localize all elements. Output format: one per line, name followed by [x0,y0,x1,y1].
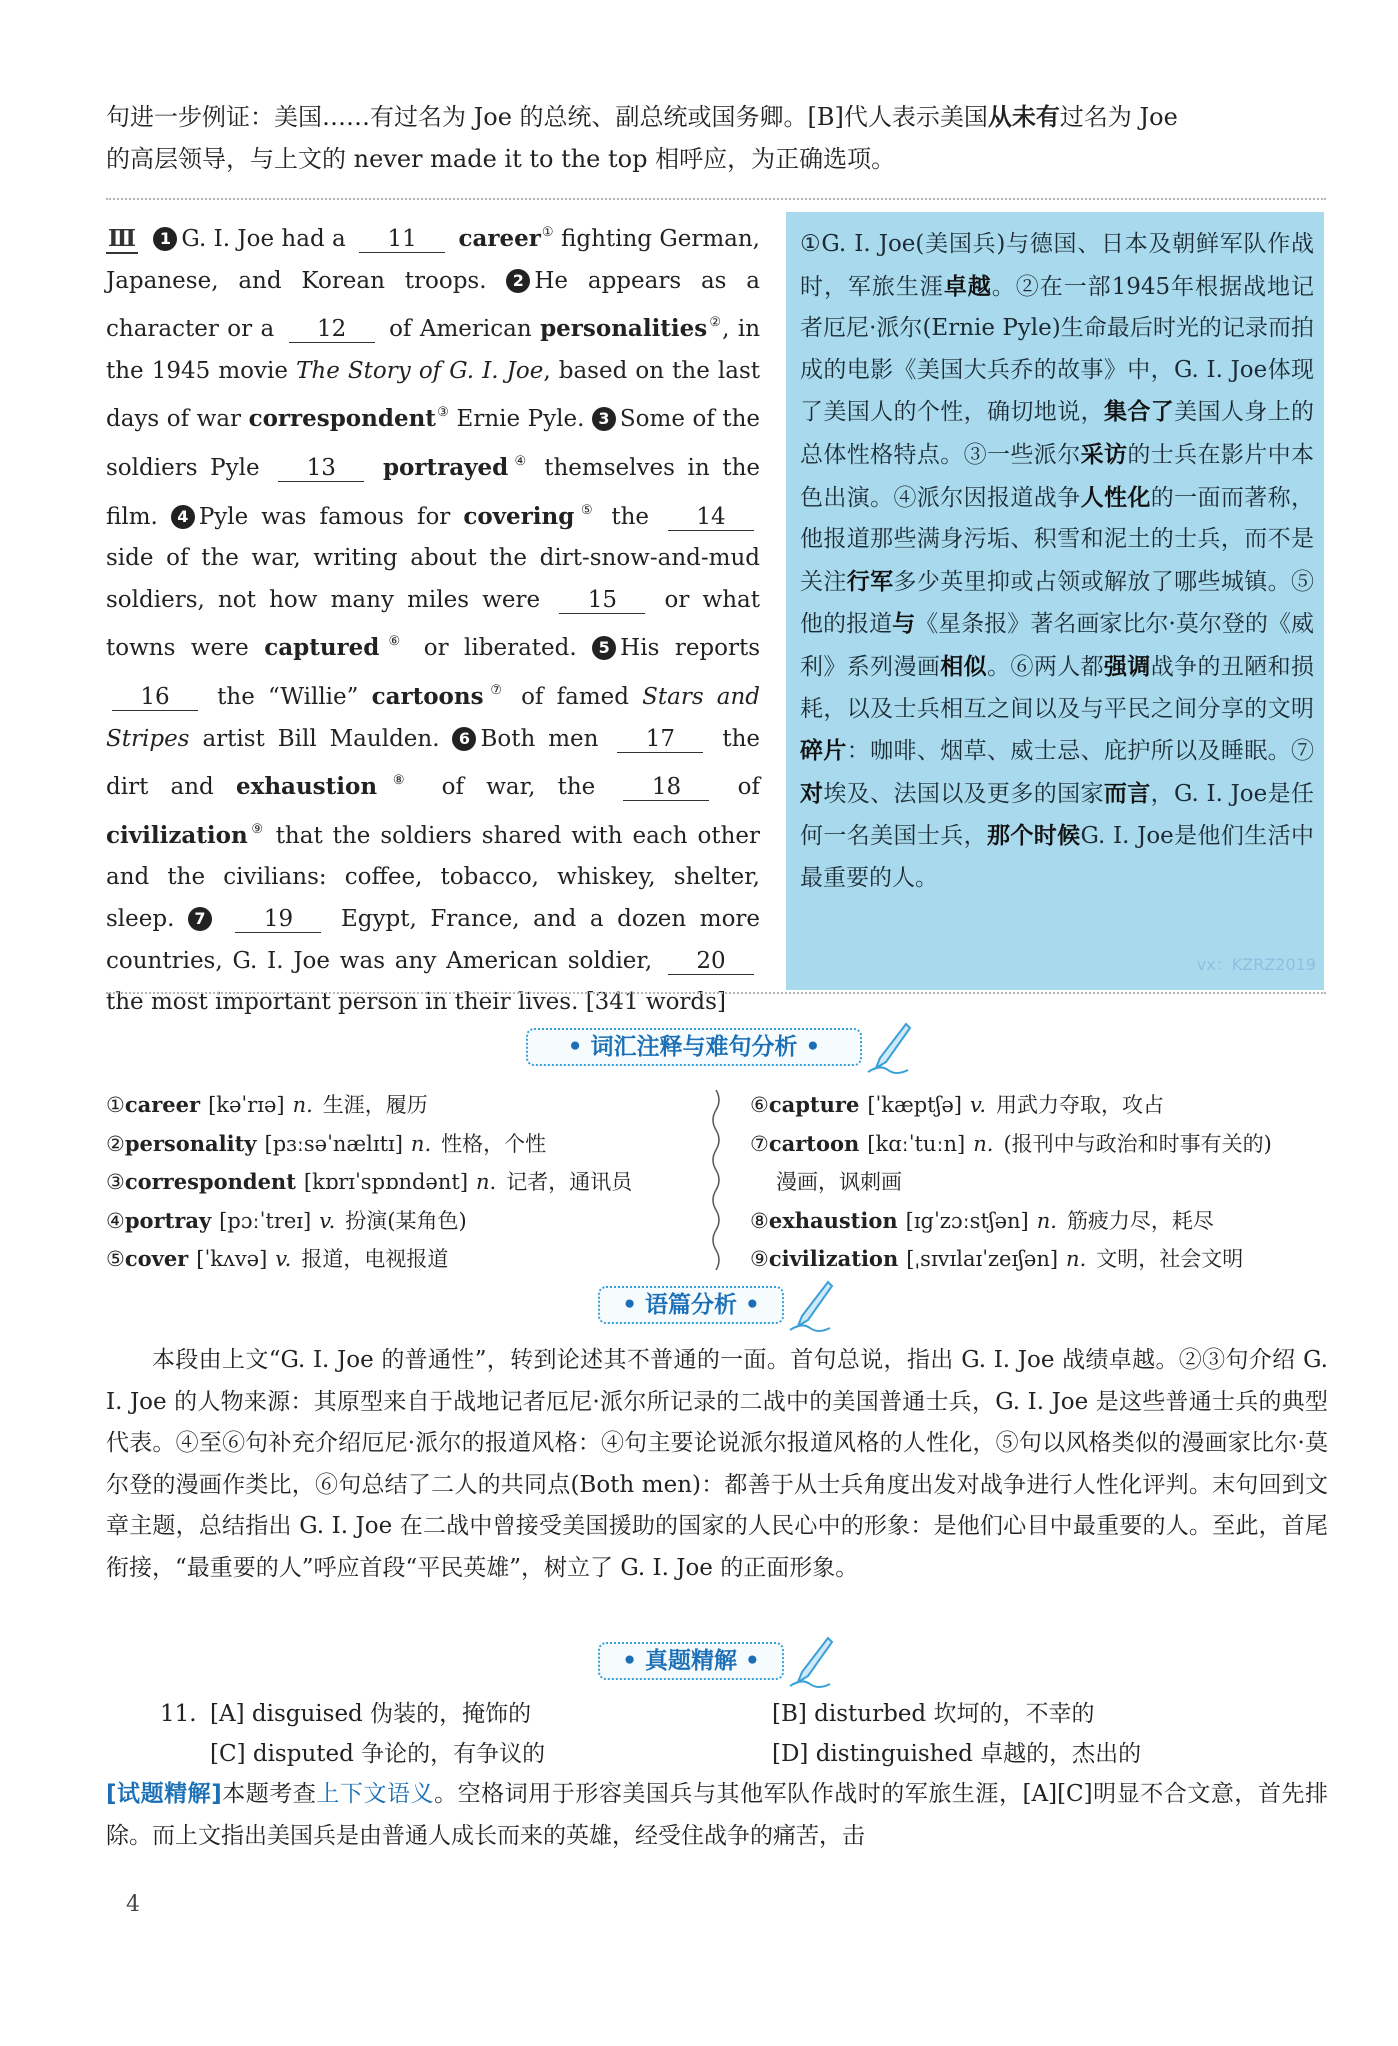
vocab-number: ⑦ [750,1131,769,1156]
pen-icon [866,1020,912,1076]
text: that the soldiers shared with each other and the civilians: coffee, tobacco, whiskey, shelter, sleep. [106,822,760,932]
vocab-word: capture [768,1092,860,1117]
vocab-word: civilization [768,1246,899,1271]
text: Both men [480,725,599,752]
vocab-word: cover [124,1246,189,1271]
vocab-number: ⑤ [106,1247,125,1271]
vocab-pos: v. [969,1093,987,1117]
blank-13: 13 [278,455,364,482]
page-number: 4 [126,1892,140,1917]
sentence-number: 3 [592,407,616,431]
blank-14: 14 [668,504,754,531]
section-header-analysis: • 语篇分析 • [598,1286,784,1324]
sentence-number: 6 [452,727,476,751]
vocab-pos: n. [1036,1208,1057,1233]
text: 。⑥两人都 [987,653,1104,680]
pen-icon [788,1278,834,1334]
text: ：咖啡、烟草、威士忌、庇护所以及睡眠。⑦ [846,738,1315,765]
bold-text: 人性化 [1080,483,1151,511]
text: Egypt, France, and a dozen more countries, G. I. Joe was any American soldier, [106,905,761,974]
footnote: ⑨ [248,821,266,837]
vocab-definition: 文明，社会文明 [1096,1247,1244,1271]
text: His reports [620,635,761,662]
pen-icon [788,1634,834,1690]
vocab-list-left [106,1086,632,1279]
footnote: ⑦ [484,682,508,698]
vocab-pos: v. [275,1247,292,1271]
vocab-entry [106,1125,632,1164]
bold-text: 与 [892,610,916,638]
text: G. I. Joe是他们生活中最重要的人。 [800,823,1315,891]
text: the “Willie” [217,683,359,710]
bold-text: 那个时候 [986,822,1081,850]
text: of famed [521,683,629,710]
text: 多少英里抑或占领或解放了哪些城镇。⑤他的报道 [800,568,1315,638]
text: the most important person in their lives. [341 words] [106,989,726,1016]
sentence-number: 5 [592,636,616,660]
vocab-entry [750,1086,1272,1125]
text: 战争的丑陋和损耗，以及士兵相互之间以及与平民之间分享的文明 [800,653,1315,722]
text: Ernie Pyle. [456,406,585,433]
vocab-number: ④ [106,1208,125,1233]
keyword: exhaustion [235,773,378,801]
keyword: correspondent [248,405,436,433]
option-c: [C] disputed 争论的，有争议的 [210,1741,546,1767]
vocab-pos: n. [1066,1247,1087,1271]
vocab-definition: 用武力夺取，攻占 [996,1093,1165,1117]
sentence-number: 2 [506,269,530,293]
bold-text: 强调 [1103,652,1151,680]
vocab-phonetic: [kəˈrɪə] [208,1093,285,1117]
text: of American [389,316,532,343]
text: 《星条报》著名画家比尔·莫尔登的《威利》系列漫画 [800,611,1314,680]
vocab-definition: (报刊中与政治和时事有关的) [1003,1131,1272,1156]
footnote: ① [541,225,554,240]
bold-text: 对 [800,779,824,807]
blank-16: 16 [112,684,198,711]
vocab-number: ① [106,1093,125,1117]
vocab-phonetic: [ˈkʌvə] [196,1247,268,1271]
vocab-pos: n. [292,1093,313,1117]
text: of [737,774,761,801]
movie-title: The Story of G. I. Joe [296,357,544,384]
text: ，G. I. Joe是任何一名美国士兵， [800,780,1315,850]
newspaper-title: Stars and Stripes [106,683,761,752]
vocab-word: personality [124,1130,257,1156]
bold-text: 而言 [1103,779,1151,807]
vocab-phonetic: [kɑːˈtuːn] [867,1131,966,1156]
vocab-entry [750,1240,1272,1279]
intro-bold: 从未有 [987,102,1060,131]
blank-19: 19 [235,906,321,933]
text: side of the war, writing about the dirt-snow-and-mud soldiers, not how many miles were [106,545,760,613]
footnote: ② [708,315,723,331]
text: 的士兵在影片中本色出演。④派尔因报道战争 [800,441,1315,511]
text: fighting German, Japanese, and Korean troops. [106,226,760,294]
text: or liberated. [423,635,577,662]
blank-15: 15 [559,587,645,614]
vocab-pos: n. [973,1131,994,1156]
vocab-list-right [750,1086,1272,1279]
text: ①G. I. Joe(美国兵)与德国、日本及朝鲜军队作战时，军旅生涯 [800,231,1314,300]
vocab-entry [750,1202,1272,1241]
vocab-entry [750,1163,1272,1202]
vocab-phonetic: [kɒrɪˈspɒndənt] [303,1170,469,1194]
vocab-number: ⑨ [750,1247,769,1271]
blank-17: 17 [617,726,703,753]
bold-text: 相似 [940,652,988,680]
vocab-phonetic: [pɜːsəˈnælɪtɪ] [264,1131,403,1156]
part-roman-numeral: Ⅲ [108,225,137,252]
passage [106,212,760,1024]
text: 。空格词用于形容美国兵与其他军队作战时的军旅生涯，[A][C]明显不合文意，首先排除。而上文指出美国兵是由普通人成长而来的英雄，经受住战争的痛苦，击 [106,1781,1328,1849]
keyword: covering [463,502,575,530]
text: 本题考查 [221,1781,317,1807]
vocab-word: cartoon [768,1130,860,1156]
section-header-vocab: • 词汇注释与难句分析 • [526,1028,862,1066]
option-b: [B] disturbed 坎坷的，不幸的 [772,1701,1095,1727]
keyword: civilization [106,821,248,849]
text: , based on the last days of war [106,357,760,433]
vocab-definition: 扮演(某角色) [345,1208,467,1233]
keyword: portrayed [382,453,509,481]
wavy-divider [710,1090,722,1270]
divider [106,198,1326,200]
vocab-entry [106,1163,632,1202]
blank-12: 12 [289,316,375,343]
question-explanation [106,1774,1328,1857]
text: Some of the soldiers Pyle [106,406,761,481]
vocab-phonetic: [ˌsɪvɪlaɪˈzeɪʃən] [906,1247,1059,1271]
vocab-phonetic: [pɔːˈtreɪ] [219,1208,312,1233]
text: artist Bill Maulden. [202,725,440,752]
vocab-entry [106,1086,632,1125]
intro-text: 过名为 Joe [1059,103,1178,131]
text: He appears as a character or a [106,267,761,343]
vocab-number: ② [106,1131,125,1156]
vocab-word: correspondent [124,1169,296,1194]
bold-text: 采访 [1080,440,1128,468]
explain-tag: [试题精解] [106,1781,222,1807]
vocab-pos: n. [476,1170,497,1194]
text: Pyle was famous for [198,503,451,530]
sentence-number: 4 [171,505,195,529]
bold-text: 碎片 [800,737,847,765]
keyword: cartoons [371,682,484,710]
vocab-number: ⑧ [750,1208,769,1233]
blank-11: 11 [359,226,445,253]
discourse-analysis: 本段由上文“G. I. Joe 的普通性”，转到论述其不普通的一面。首句总说，指出 G. I. Joe 战绩卓越。②③句介绍 G. I. Joe 的人物来源：其原型来自于战地记者厄尼·派尔所记录的二战中的美国普通士兵，G. I. Joe 是这些普通士兵的典型代表。④至⑥句补充介绍厄尼·派尔的报道风格：④句主要论说派尔报道风格的人性化，⑤句以风格类似的漫画家比尔·莫尔登的漫画作类比，⑥句总结了二人的共同点(Both men)：都善于从士兵角度出发对战争进行人性化评判。末句回到文章主题，总结指出 G. I. Joe 在二战中曾接受美国援助的国家的人民心中的形象：是他们心目中最重要的人。至此，首尾衔接，“最重要的人”呼应首段“平民英雄”，树立了 G. I. Joe 的正面形象。 [106,1347,1328,1581]
keyword: captured [264,634,380,662]
blank-20: 20 [668,948,754,975]
footnote: ⑥ [380,634,409,650]
question-number: 11. [160,1701,197,1727]
text: , in the 1945 movie [106,316,761,384]
text: the dirt and [106,725,760,801]
sentence-number: 1 [153,227,177,251]
intro-text: 句进一步例证：美国……有过名为 Joe 的总统、副总统或国务卿。[B]代人表示美国 [106,103,988,131]
vocab-number: ⑥ [750,1093,769,1117]
footnote: ③ [436,405,450,421]
keyword: career [458,225,541,252]
bold-text: 卓越 [943,272,992,300]
bold-text: 行军 [846,567,894,595]
text: 埃及、法国以及更多的国家 [823,780,1104,807]
keyword: personalities [540,315,708,343]
intro-text: 的高层领导，与上文的 never made it to the top 相呼应，为正确选项。 [106,145,896,173]
vocab-definition: 生涯，履历 [322,1093,428,1117]
text: 。②在一部1945年根据战地记者厄尼·派尔(Ernie Pyle)生命最后时光的记录而拍成的电影《美国大兵乔的故事》中，G. I. Joe体现了美国人的个性，确切地说， [800,273,1314,426]
text: 美国人身上的总体性格特点。③一些派尔 [800,399,1315,468]
vocab-word: exhaustion [768,1207,898,1233]
vocab-pos: n. [410,1131,432,1156]
highlight: 上下文语义 [316,1781,435,1807]
vocab-entry [106,1202,632,1241]
vocab-phonetic: [ˈkæptʃə] [867,1093,962,1117]
text: or what towns were [106,586,761,662]
vocab-definition: 报道，电视报道 [301,1247,449,1271]
text: the [611,503,650,530]
option-a: [A] disguised 伪装的，掩饰的 [210,1701,532,1727]
option-d: [D] distinguished 卓越的，杰出的 [772,1741,1142,1767]
watermark: vx：KZRZ2019 [1196,955,1316,975]
vocab-word: career [124,1092,201,1117]
vocab-definition: 筋疲力尽，耗尽 [1066,1208,1214,1233]
sentence-number: 7 [188,907,212,931]
vocab-entry [750,1125,1272,1164]
text: themselves in the film. [106,454,761,530]
vocab-definition: 记者，通讯员 [506,1170,633,1194]
divider [106,992,1326,994]
vocab-phonetic: [ɪgˈzɔːstʃən] [905,1208,1029,1233]
vocab-word: portray [124,1207,212,1233]
text: of war, the [441,774,596,801]
blank-18: 18 [623,774,709,801]
vocab-entry [106,1240,632,1279]
vocab-number: ③ [106,1170,125,1194]
vocab-definition: 漫画，讽刺画 [776,1170,902,1194]
footnote: ⑤ [575,502,599,518]
intro-paragraph [106,96,1326,180]
vocab-pos: v. [319,1208,336,1233]
text: G. I. Joe had a [181,226,346,252]
translation-box [786,212,1324,990]
bold-text: 集合了 [1103,398,1175,426]
footnote: ⑧ [378,773,420,789]
footnote: ④ [509,453,532,469]
section-header-exam: • 真题精解 • [598,1642,784,1680]
vocab-definition: 性格，个性 [441,1131,547,1156]
text: 的一面而著称，他报道那些满身污垢、积雪和泥土的士兵，而不是关注 [800,484,1315,595]
